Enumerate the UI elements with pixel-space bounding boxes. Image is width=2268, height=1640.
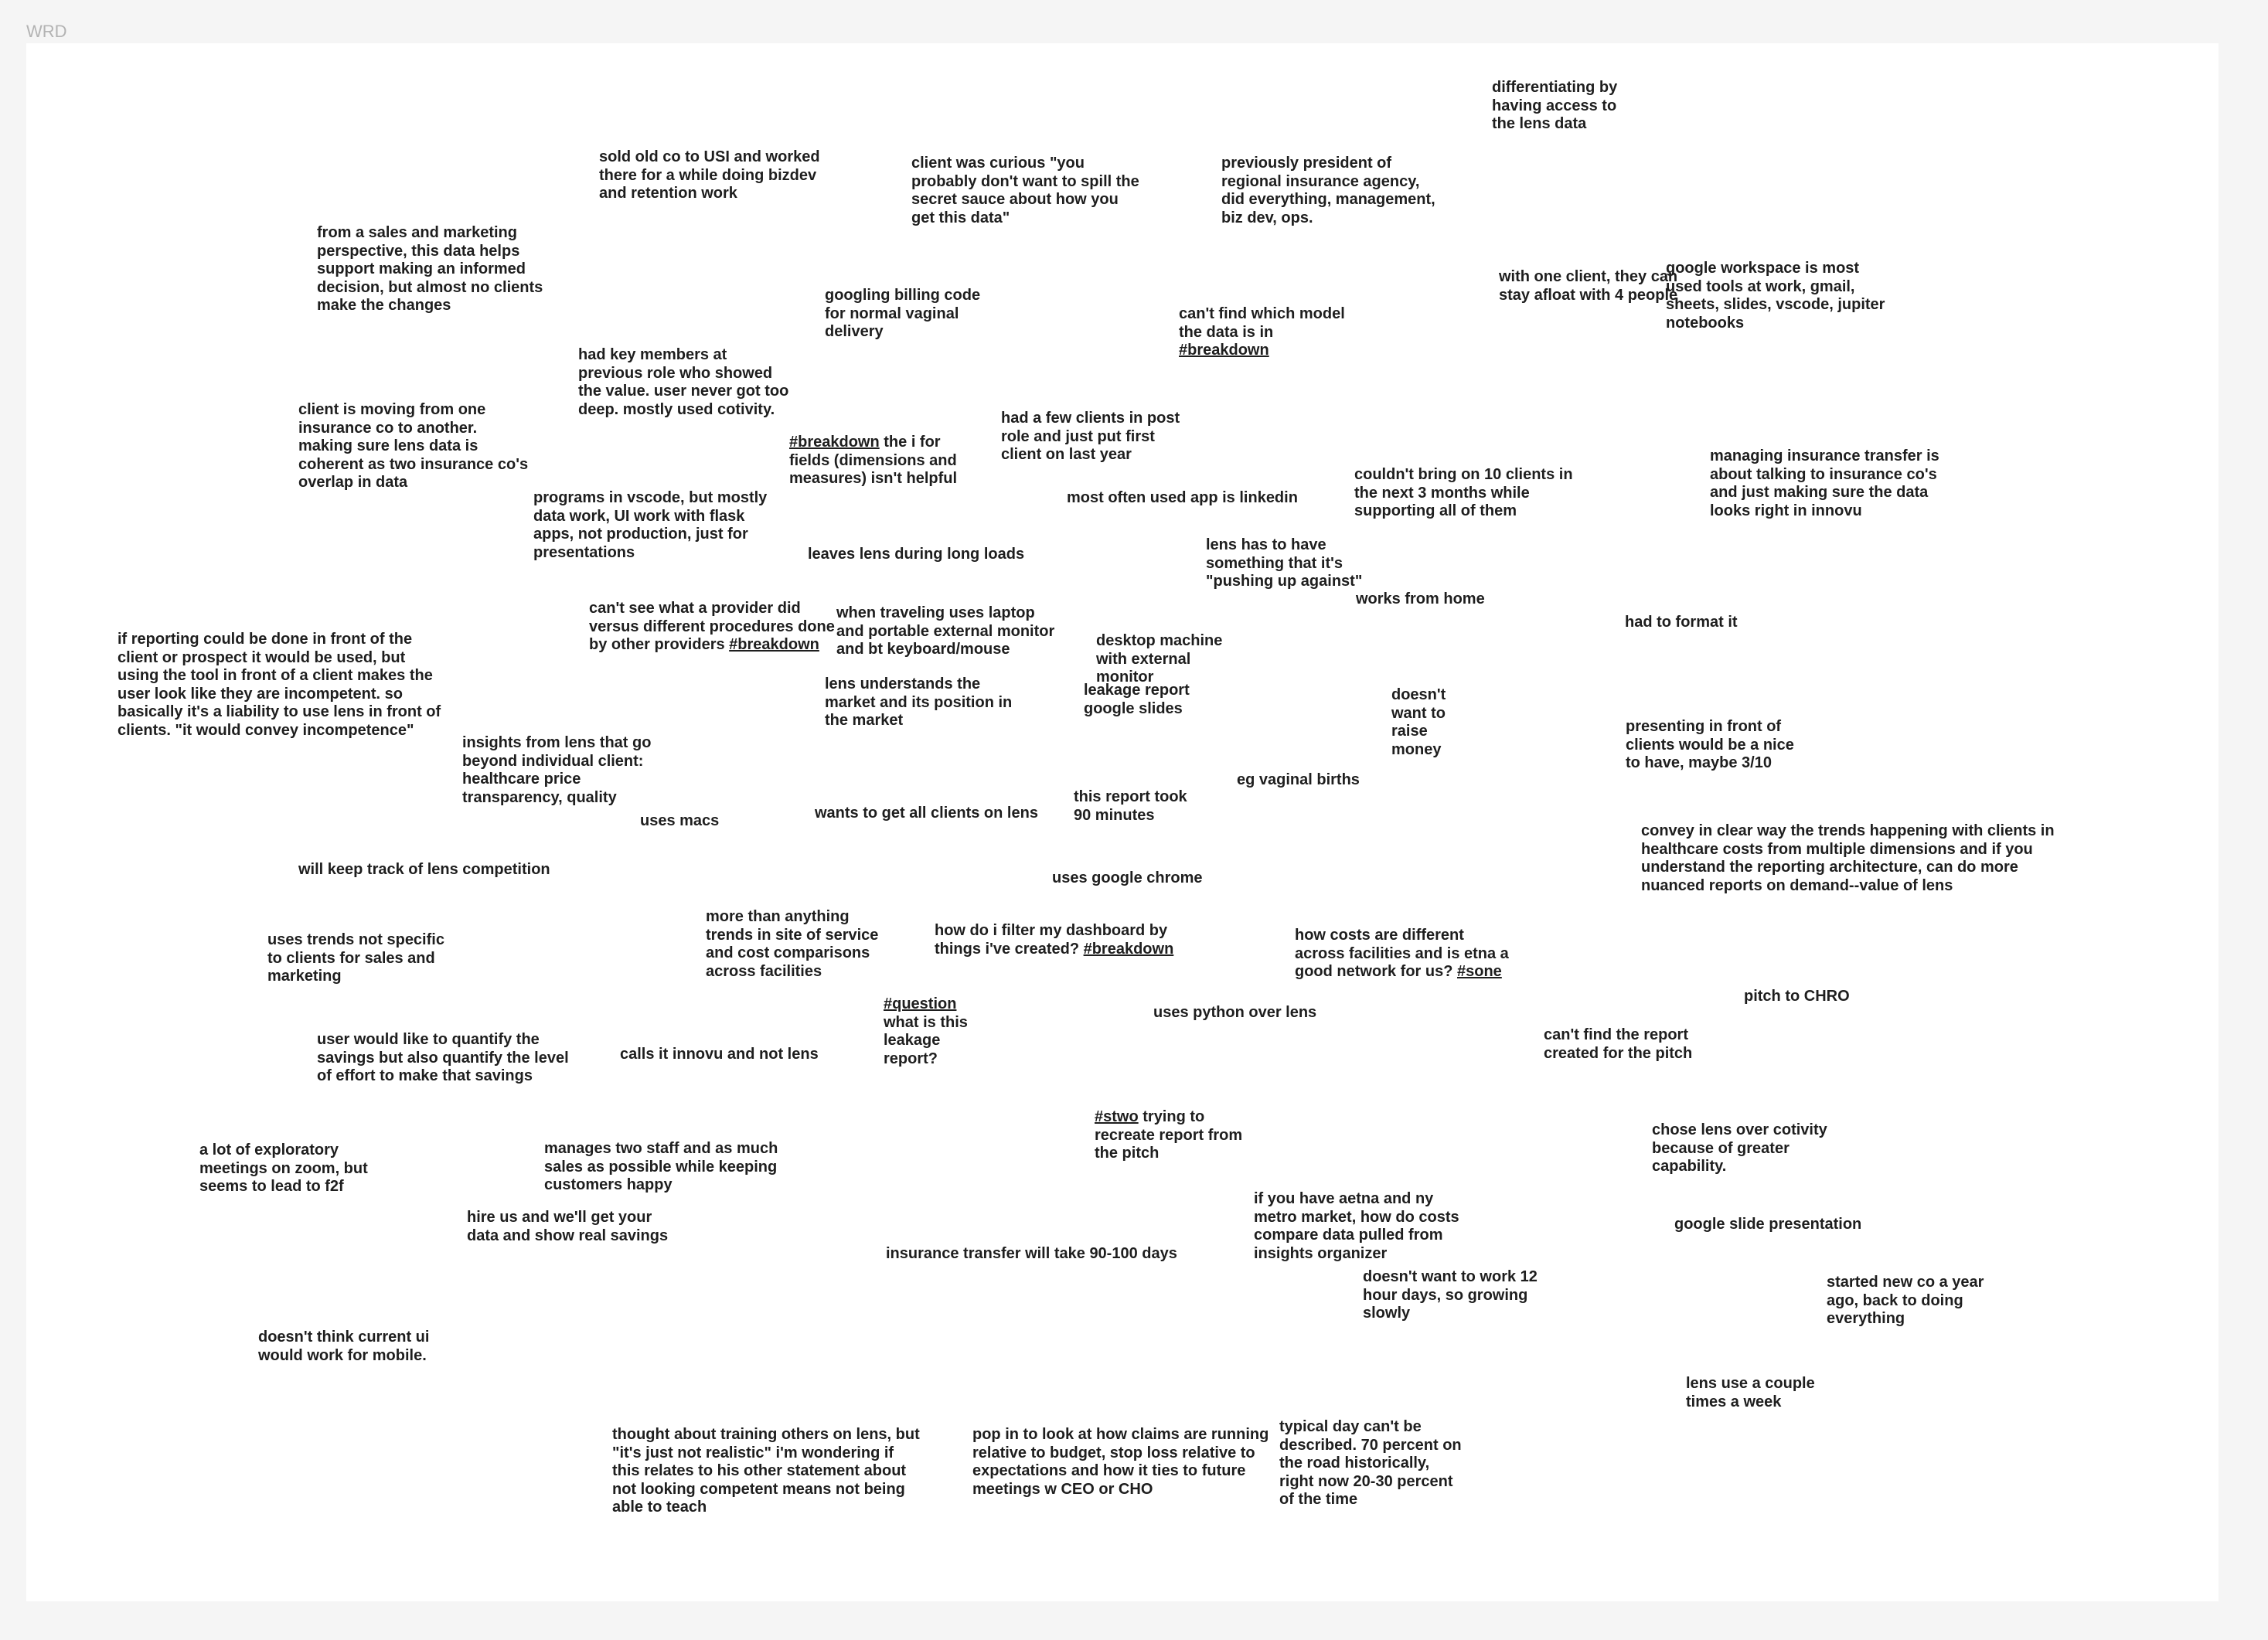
sticky-note[interactable]: pop in to look at how claims are running relative to budget, stop loss relative to expectations and how it ties to future meetings w CEO or CHO <box>972 1426 1269 1498</box>
sticky-note[interactable]: how do i filter my dashboard by things i've created? #breakdown <box>935 922 1174 958</box>
sticky-note[interactable]: typical day can't be described. 70 percent on the road historically, right now 20-30 percent of the time <box>1279 1418 1462 1508</box>
sticky-note[interactable]: eg vaginal births <box>1237 771 1360 788</box>
sticky-note[interactable]: client is moving from one insurance co to another. making sure lens data is coherent as two insurance co's overlap in data <box>298 401 529 491</box>
sticky-note[interactable]: client was curious "you probably don't want to spill the secret sauce about how you get this data" <box>911 155 1139 226</box>
sticky-note[interactable]: leaves lens during long loads <box>808 546 1025 563</box>
sticky-note[interactable]: previously president of regional insurance agency, did everything, management, biz dev, ops. <box>1221 155 1435 226</box>
sticky-note[interactable]: can't find which model the data is in #breakdown <box>1179 305 1345 359</box>
sticky-note[interactable]: insurance transfer will take 90-100 days <box>886 1245 1177 1262</box>
sticky-note[interactable]: manages two staff and as much sales as possible while keeping customers happy <box>544 1140 778 1193</box>
hashtag-link[interactable]: #breakdown <box>729 636 819 653</box>
sticky-note[interactable]: lens understands the market and its position in the market <box>825 675 1013 729</box>
sticky-note[interactable]: how costs are different across facilities and is etna a good network for us? #sone <box>1295 927 1509 980</box>
sticky-note[interactable]: #stwo trying to recreate report from the pitch <box>1095 1108 1243 1162</box>
sticky-note[interactable]: wants to get all clients on lens <box>815 805 1038 822</box>
sticky-note[interactable]: calls it innovu and not lens <box>620 1046 819 1063</box>
sticky-note[interactable]: doesn't want to raise money <box>1391 686 1446 758</box>
hashtag-link[interactable]: #question <box>884 995 957 1012</box>
sticky-note[interactable]: chose lens over cotivity because of greater capability. <box>1652 1121 1827 1175</box>
sticky-note[interactable]: had a few clients in post role and just put first client on last year <box>1001 410 1180 463</box>
sticky-note[interactable]: doesn't want to work 12 hour days, so growing slowly <box>1363 1268 1538 1322</box>
sticky-note[interactable]: pitch to CHRO <box>1744 988 1850 1005</box>
hashtag-link[interactable]: #sone <box>1457 963 1502 980</box>
sticky-note[interactable]: uses google chrome <box>1052 869 1203 886</box>
sticky-note[interactable]: uses python over lens <box>1153 1004 1317 1021</box>
hashtag-link[interactable]: #breakdown <box>789 434 880 451</box>
sticky-note[interactable]: leakage report google slides <box>1084 682 1190 717</box>
sticky-note[interactable]: if you have aetna and ny metro market, how do costs compare data pulled from insights organizer <box>1254 1190 1459 1262</box>
hashtag-link[interactable]: #stwo <box>1095 1108 1139 1125</box>
sticky-note[interactable]: uses trends not specific to clients for sales and marketing <box>267 931 444 985</box>
sticky-note[interactable]: this report took 90 minutes <box>1074 788 1187 824</box>
whiteboard-canvas[interactable] <box>26 43 2219 1601</box>
sticky-note[interactable]: started new co a year ago, back to doing everything <box>1827 1274 1984 1327</box>
sticky-note[interactable]: more than anything trends in site of service and cost comparisons across facilities <box>706 908 879 980</box>
sticky-note[interactable]: lens use a couple times a week <box>1686 1375 1815 1410</box>
hashtag-link[interactable]: #breakdown <box>1083 940 1174 958</box>
sticky-note[interactable]: desktop machine with external monitor <box>1096 632 1223 686</box>
sticky-note[interactable]: can't find the report created for the pitch <box>1544 1026 1693 1062</box>
sticky-note[interactable]: a lot of exploratory meetings on zoom, but seems to lead to f2f <box>199 1142 368 1195</box>
sticky-note[interactable]: google slide presentation <box>1674 1216 1862 1233</box>
sticky-note[interactable]: uses macs <box>640 812 720 829</box>
sticky-note[interactable]: when traveling uses laptop and portable external monitor and bt keyboard/mouse <box>836 604 1055 658</box>
sticky-note[interactable]: thought about training others on lens, but "it's just not realistic" i'm wondering if this relates to his other statement about not looking competent means not being able to teach <box>612 1426 920 1516</box>
sticky-note[interactable]: convey in clear way the trends happening with clients in healthcare costs from multiple dimensions and if you understand the reporting architecture, can do more nuanced reports on demand--value of lens <box>1641 822 2055 894</box>
sticky-note[interactable]: from a sales and marketing perspective, this data helps support making an informed decision, but almost no clients make the changes <box>317 224 543 314</box>
sticky-note[interactable]: #question what is this leakage report? <box>884 995 968 1067</box>
sticky-note[interactable]: lens has to have something that it's "pushing up against" <box>1206 536 1363 590</box>
sticky-note[interactable]: works from home <box>1356 590 1485 607</box>
sticky-note[interactable]: if reporting could be done in front of the client or prospect it would be used, but using the tool in front of a client makes the user look like they are incompetent. so basically it's a liability to use lens in front of clients. "it would convey incompetence" <box>117 631 441 739</box>
sticky-note[interactable]: googling billing code for normal vaginal delivery <box>825 287 981 340</box>
sticky-note[interactable]: can't see what a provider did versus different procedures done by other providers #breakdown <box>589 600 835 653</box>
sticky-note[interactable]: doesn't think current ui would work for mobile. <box>258 1329 430 1364</box>
sticky-note[interactable]: presenting in front of clients would be a nice to have, maybe 3/10 <box>1626 718 1794 771</box>
frame-title[interactable]: WRD <box>26 22 67 41</box>
sticky-note[interactable]: insights from lens that go beyond individual client: healthcare price transparency, quality <box>462 734 652 806</box>
sticky-note[interactable]: user would like to quantify the savings but also quantify the level of effort to make that savings <box>317 1031 569 1084</box>
sticky-note[interactable]: differentiating by having access to the lens data <box>1492 79 1618 132</box>
sticky-note[interactable]: most often used app is linkedin <box>1067 489 1298 506</box>
sticky-note[interactable]: with one client, they can stay afloat with 4 people <box>1499 268 1678 304</box>
sticky-note[interactable]: #breakdown the i for fields (dimensions and measures) isn't helpful <box>789 434 958 487</box>
sticky-note[interactable]: programs in vscode, but mostly data work, UI work with flask apps, not production, just for presentations <box>533 489 768 561</box>
sticky-note[interactable]: hire us and we'll get your data and show real savings <box>467 1209 669 1244</box>
sticky-note[interactable]: will keep track of lens competition <box>298 861 550 878</box>
hashtag-link[interactable]: #breakdown <box>1179 342 1269 359</box>
sticky-note[interactable]: google workspace is most used tools at work, gmail, sheets, slides, vscode, jupiter notebooks <box>1666 260 1885 332</box>
sticky-note[interactable]: had to format it <box>1625 614 1738 631</box>
sticky-note[interactable]: couldn't bring on 10 clients in the next 3 months while supporting all of them <box>1354 466 1573 519</box>
sticky-note[interactable]: had key members at previous role who showed the value. user never got too deep. mostly used cotivity. <box>578 346 789 418</box>
sticky-note[interactable]: managing insurance transfer is about talking to insurance co's and just making sure the data looks right in innovu <box>1710 447 1939 519</box>
sticky-note[interactable]: sold old co to USI and worked there for a while doing bizdev and retention work <box>599 148 820 202</box>
